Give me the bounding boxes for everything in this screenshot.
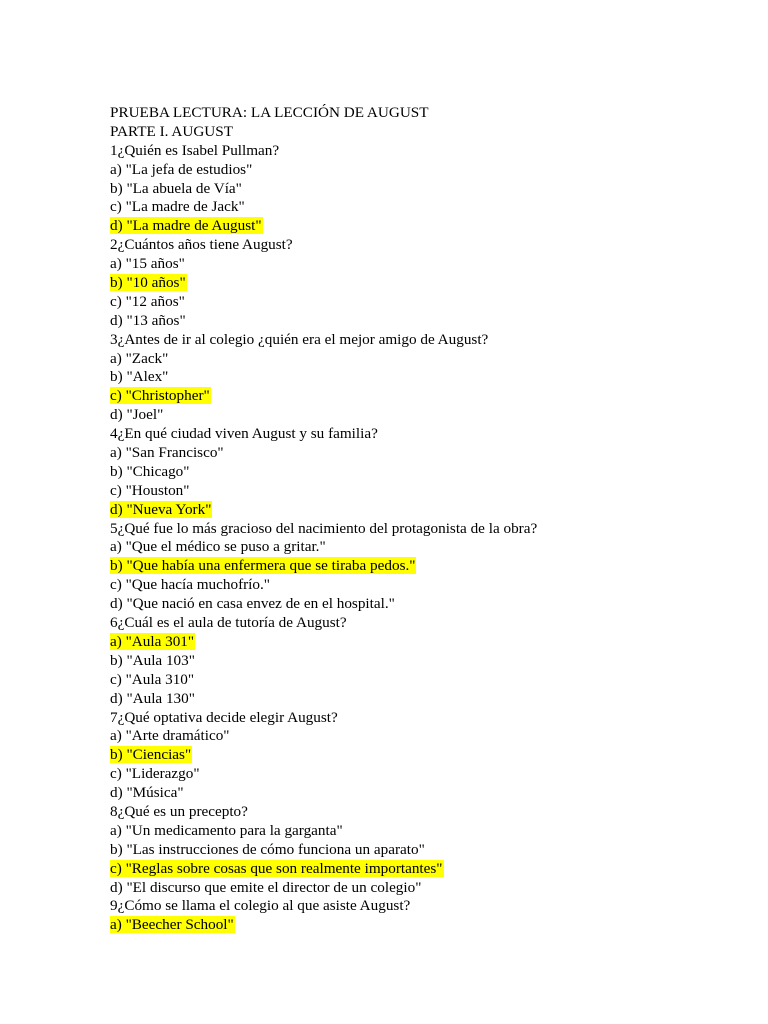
question-text: 5¿Qué fue lo más gracioso del nacimiento del protagonista de la obra?	[110, 519, 538, 537]
answer-option	[110, 595, 750, 614]
answer-option	[110, 255, 750, 274]
answer-text: d) "Aula 130"	[110, 689, 195, 707]
answer-text: a) "Arte dramático"	[110, 727, 230, 745]
answer-text: a) "15 años"	[110, 255, 185, 273]
answer-text: c) "Aula 310"	[110, 670, 195, 688]
answer-option	[110, 501, 750, 520]
answer-option	[110, 217, 750, 236]
answer-option	[110, 860, 750, 879]
answer-text: a) "Zack"	[110, 349, 169, 367]
highlighted-answer-text: b) "Que había una enfermera que se tiraba pedos."	[110, 557, 416, 575]
question-text: 8¿Qué es un precepto?	[110, 802, 248, 820]
answer-option	[110, 444, 750, 463]
answer-text: d) "Que nació en casa envez de en el hospital."	[110, 595, 395, 613]
answer-option	[110, 576, 750, 595]
answer-text: c) "Liderazgo"	[110, 765, 200, 783]
highlighted-answer-text: d) "La madre de August"	[110, 217, 262, 235]
answer-text: b) "Alex"	[110, 368, 169, 386]
highlighted-answer-text: c) "Christopher"	[110, 387, 210, 405]
part-heading: PARTE I. AUGUST	[110, 122, 233, 140]
answer-text: d) "13 años"	[110, 311, 186, 329]
answer-option	[110, 784, 750, 803]
answer-text: a) "Un medicamento para la garganta"	[110, 821, 343, 839]
answer-option	[110, 463, 750, 482]
answer-option	[110, 841, 750, 860]
answer-text: b) "La abuela de Vía"	[110, 179, 242, 197]
answer-option	[110, 350, 750, 369]
question-text: 2¿Cuántos años tiene August?	[110, 236, 293, 254]
answer-text: b) "Las instrucciones de cómo funciona un aparato"	[110, 840, 425, 858]
answer-option	[110, 746, 750, 765]
question-text: 7¿Qué optativa decide elegir August?	[110, 708, 338, 726]
answer-option	[110, 406, 750, 425]
answer-option	[110, 690, 750, 709]
answer-option	[110, 161, 750, 180]
document-title: PRUEBA LECTURA: LA LECCIÓN DE AUGUST	[110, 104, 429, 121]
answer-text: a) "Que el médico se puso a gritar."	[110, 538, 326, 556]
answer-text: c) "12 años"	[110, 292, 185, 310]
highlighted-answer-text: c) "Reglas sobre cosas que son realmente importantes"	[110, 859, 443, 877]
answer-text: c) "La madre de Jack"	[110, 198, 245, 216]
document-page	[110, 104, 750, 935]
answer-option	[110, 652, 750, 671]
answer-option	[110, 916, 750, 935]
question-list	[110, 142, 750, 935]
answer-option	[110, 274, 750, 293]
answer-option	[110, 879, 750, 898]
answer-option	[110, 180, 750, 199]
answer-option	[110, 765, 750, 784]
answer-option	[110, 727, 750, 746]
answer-option	[110, 198, 750, 217]
answer-option	[110, 822, 750, 841]
question-text: 4¿En qué ciudad viven August y su familia?	[110, 425, 378, 443]
answer-text: a) "San Francisco"	[110, 444, 224, 462]
highlighted-answer-text: d) "Nueva York"	[110, 500, 212, 518]
answer-text: a) "La jefa de estudios"	[110, 160, 253, 178]
answer-text: d) "El discurso que emite el director de un colegio"	[110, 878, 422, 896]
answer-option	[110, 312, 750, 331]
question-text: 1¿Quién es Isabel Pullman?	[110, 141, 280, 159]
answer-option	[110, 293, 750, 312]
question-text: 9¿Cómo se llama el colegio al que asiste August?	[110, 897, 411, 915]
answer-option	[110, 387, 750, 406]
highlighted-answer-text: b) "Ciencias"	[110, 746, 192, 764]
answer-option	[110, 482, 750, 501]
highlighted-answer-text: a) "Aula 301"	[110, 632, 195, 650]
answer-text: d) "Joel"	[110, 406, 164, 424]
answer-text: c) "Houston"	[110, 481, 190, 499]
answer-text: c) "Que hacía muchofrío."	[110, 576, 270, 594]
question-text: 3¿Antes de ir al colegio ¿quién era el mejor amigo de August?	[110, 330, 489, 348]
question-text: 6¿Cuál es el aula de tutoría de August?	[110, 614, 347, 632]
answer-option	[110, 368, 750, 387]
highlighted-answer-text: b) "10 años"	[110, 274, 186, 292]
highlighted-answer-text: a) "Beecher School"	[110, 916, 234, 934]
answer-option	[110, 671, 750, 690]
answer-text: d) "Música"	[110, 784, 184, 802]
answer-text: b) "Aula 103"	[110, 651, 195, 669]
answer-option	[110, 633, 750, 652]
answer-text: b) "Chicago"	[110, 462, 190, 480]
answer-option	[110, 557, 750, 576]
answer-option	[110, 538, 750, 557]
